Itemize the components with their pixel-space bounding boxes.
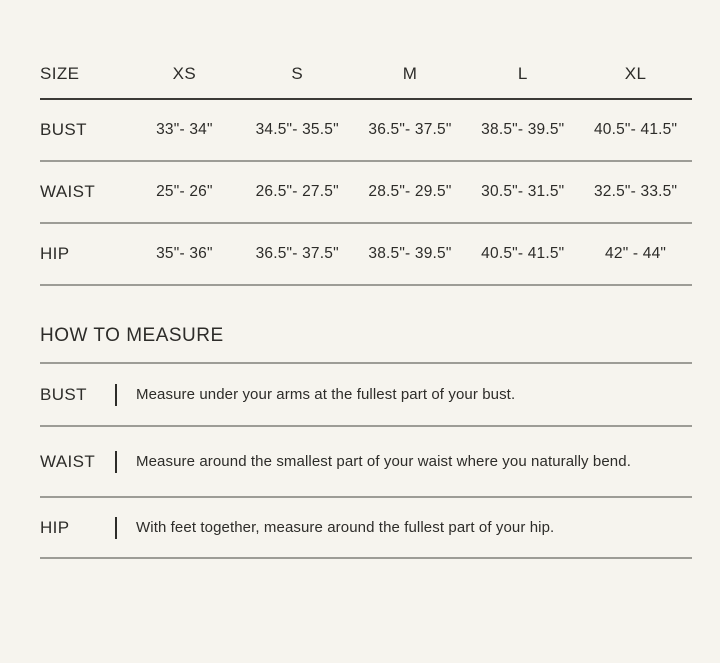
pipe-divider bbox=[115, 451, 117, 473]
hip-s: 36.5"- 37.5" bbox=[255, 245, 339, 262]
waist-xs: 25"- 26" bbox=[156, 183, 213, 200]
waist-xl: 32.5"- 33.5" bbox=[593, 183, 678, 200]
hip-xs: 35"- 36" bbox=[156, 245, 213, 262]
header-cell-s: S bbox=[291, 64, 304, 83]
measure-row-hip bbox=[40, 498, 692, 559]
bust-l: 38.5"- 39.5" bbox=[481, 121, 565, 138]
measure-row-bust bbox=[40, 364, 692, 427]
bust-m: 36.5"- 37.5" bbox=[368, 121, 452, 138]
size-table bbox=[40, 50, 692, 286]
waist-s: 26.5"- 27.5" bbox=[255, 183, 339, 200]
header-cell-l: L bbox=[517, 64, 528, 83]
measure-label-bust: BUST bbox=[40, 384, 87, 404]
waist-m: 28.5"- 29.5" bbox=[368, 183, 452, 200]
size-row-waist bbox=[40, 162, 692, 224]
row-label-bust: BUST bbox=[40, 120, 87, 139]
header-cell-xl: XL bbox=[624, 64, 647, 83]
how-to-measure-title: HOW TO MEASURE bbox=[40, 286, 692, 364]
measure-label-waist: WAIST bbox=[40, 451, 96, 471]
hip-l: 40.5"- 41.5" bbox=[481, 245, 565, 262]
measure-row-waist bbox=[40, 427, 692, 498]
pipe-divider bbox=[115, 384, 117, 406]
size-row-hip bbox=[40, 224, 692, 286]
measure-description-bust: Measure under your arms at the fullest part of your bust. bbox=[136, 385, 516, 403]
header-cell-xs: XS bbox=[172, 64, 197, 83]
bust-s: 34.5"- 35.5" bbox=[255, 121, 339, 138]
pipe-divider bbox=[115, 517, 117, 539]
hip-m: 38.5"- 39.5" bbox=[368, 245, 452, 262]
waist-l: 30.5"- 31.5" bbox=[481, 183, 565, 200]
header-cell-size: SIZE bbox=[40, 64, 80, 83]
bust-xl: 40.5"- 41.5" bbox=[593, 121, 678, 138]
hip-xl: 42" - 44" bbox=[605, 245, 667, 262]
measure-description-waist: Measure around the smallest part of your waist where you naturally bend. bbox=[136, 452, 631, 470]
size-row-bust bbox=[40, 100, 692, 162]
row-label-waist: WAIST bbox=[40, 182, 96, 201]
row-label-hip: HIP bbox=[40, 244, 70, 263]
measure-label-hip: HIP bbox=[40, 517, 70, 537]
measure-description-hip: With feet together, measure around the fullest part of your hip. bbox=[136, 518, 555, 536]
how-to-measure-section bbox=[40, 286, 692, 559]
header-cell-m: M bbox=[402, 64, 418, 83]
bust-xs: 33"- 34" bbox=[156, 121, 213, 138]
size-table-header-row bbox=[40, 50, 692, 100]
